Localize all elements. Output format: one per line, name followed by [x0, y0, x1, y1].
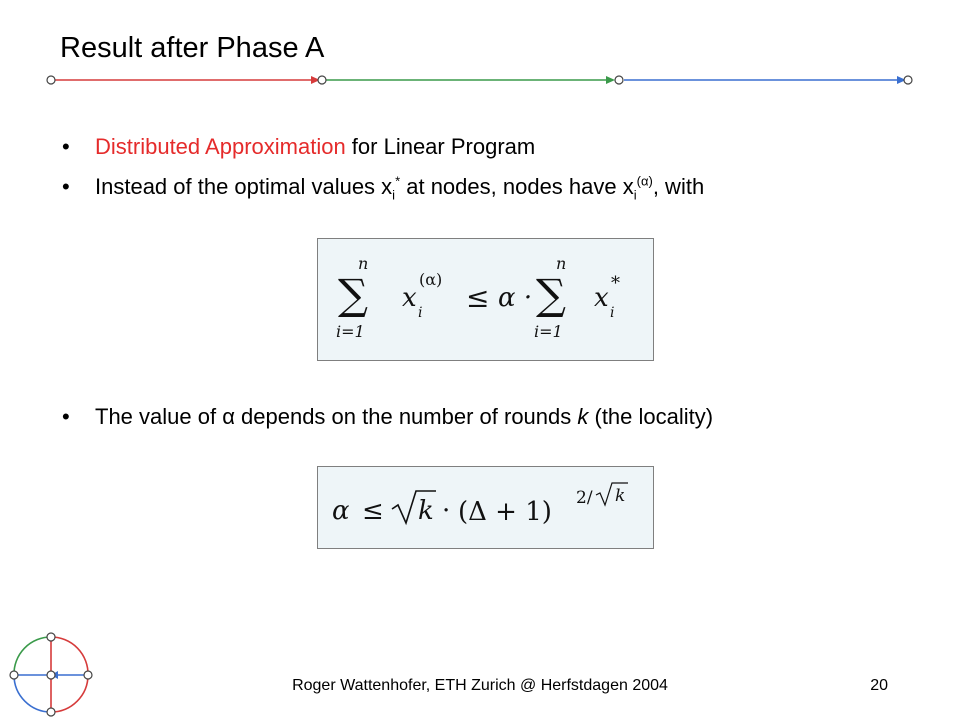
sum-upper-right: n	[556, 254, 567, 273]
var-right: x	[594, 283, 609, 313]
superscript: (α)	[636, 173, 653, 189]
sub-left: i	[418, 305, 423, 321]
rule-node	[47, 76, 55, 84]
bullet-text	[95, 132, 535, 162]
dot-operator: ·	[442, 496, 451, 526]
factor-alpha: α ·	[498, 283, 533, 313]
sum-upper-left: n	[358, 254, 369, 273]
rule-node	[904, 76, 912, 84]
sum-symbol-left: ∑	[338, 270, 368, 319]
base-expression: (Δ + 1)	[458, 497, 552, 527]
superscript: *	[395, 173, 401, 189]
bullet-text	[95, 402, 713, 432]
sup-right: *	[611, 273, 620, 294]
alpha-symbol: α	[222, 404, 235, 429]
bullet-text-part: Instead of the optimal values x	[95, 174, 393, 199]
rule-node	[615, 76, 623, 84]
relation-leq: ≤	[466, 281, 490, 314]
bullet-text-part: The value of	[95, 404, 223, 429]
italic-k: k	[577, 404, 589, 429]
sum-lower-right: i=1	[534, 322, 563, 341]
bullet-dot-icon: •	[62, 134, 70, 159]
sup-left: (α)	[419, 270, 443, 289]
title-rule	[40, 66, 920, 94]
slide-title: Result after Phase A	[60, 32, 325, 64]
rule-arrow-green	[606, 76, 615, 84]
bullet-text-part: depends on the number of rounds	[234, 404, 578, 429]
formula-box-sum	[317, 238, 654, 361]
highlight-text: Distributed Approximation	[95, 134, 346, 159]
bullet-text-part: (the locality)	[588, 404, 714, 429]
footer-text: Roger Wattenhofer, ETH Zurich @ Herfstdagen 2004	[292, 677, 668, 694]
graph-network-logo-icon	[8, 632, 94, 718]
formula-sum-svg	[318, 239, 653, 360]
rule-node	[318, 76, 326, 84]
sum-symbol-right: ∑	[536, 270, 566, 319]
sum-lower-left: i=1	[336, 322, 365, 341]
bullet-dot-icon: •	[62, 174, 70, 199]
subscript: i	[633, 187, 637, 203]
bullet-text-rest: for Linear Program	[345, 134, 536, 159]
bullet-text	[95, 172, 704, 202]
sqrt-k: k	[418, 496, 434, 526]
sub-right: i	[610, 305, 615, 321]
bullet-dot-icon: •	[62, 404, 70, 429]
page-number: 20	[870, 677, 888, 694]
var-left: x	[402, 283, 417, 313]
exponent-fraction: 2/	[576, 488, 593, 508]
bullet-text-part: , with	[652, 174, 705, 199]
alpha-symbol: α	[332, 496, 350, 526]
subscript: i	[392, 187, 396, 203]
relation-leq: ≤	[362, 496, 384, 526]
exponent-sqrt-k: k	[615, 486, 626, 506]
formula-alpha-svg	[318, 467, 653, 548]
formula-box-alpha	[317, 466, 654, 549]
bullet-text-part: at nodes, nodes have x	[400, 174, 634, 199]
